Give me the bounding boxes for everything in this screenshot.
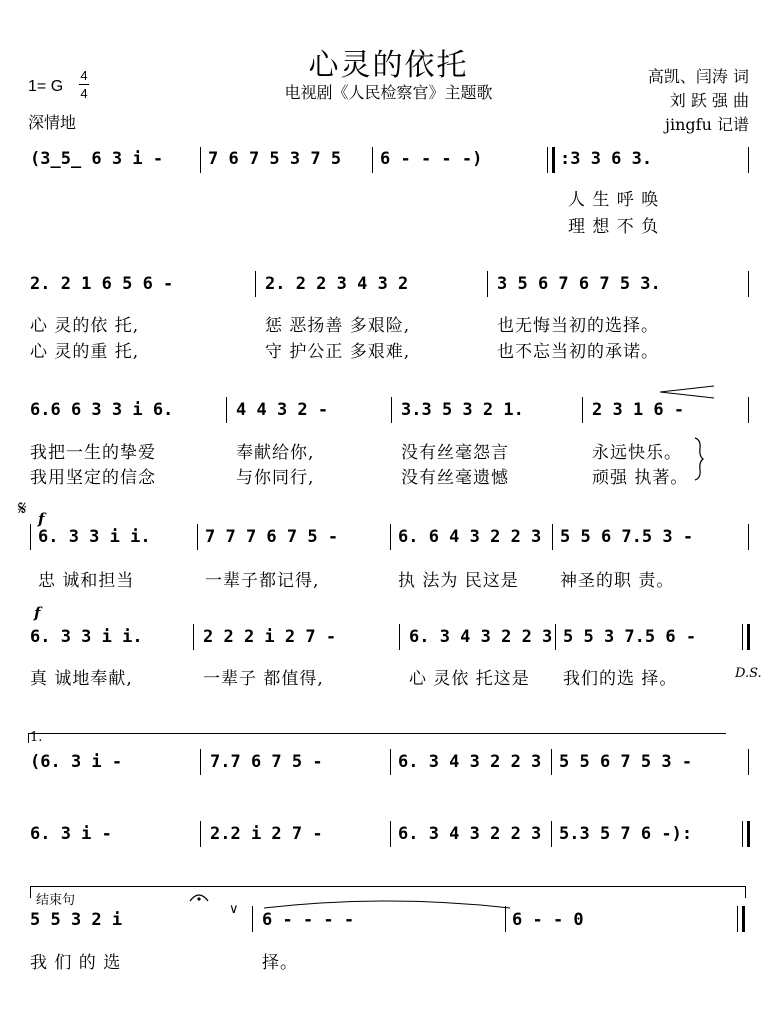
song-title: 心灵的依托 (308, 48, 469, 83)
lyric-line: 忠 诚和担当 (38, 571, 135, 591)
measure-notes: 6. 3 3 i i. (38, 527, 151, 547)
lyric-line: 择。 (262, 953, 298, 973)
measure-notes: 6. 3 4 3 2 2 3 (398, 752, 542, 772)
lyric-line: 我把一生的挚爱 (30, 443, 156, 463)
measure-notes: 4 4 3 2 - (236, 400, 329, 420)
measure-notes: 6. 3 3 i i. (30, 627, 143, 647)
lyric-line: 守 护公正 多艰难, (265, 342, 411, 362)
measure-notes: 6 - - - -) (380, 149, 483, 169)
lyric-line: 心 灵依 托这是 (409, 669, 530, 689)
measure-notes: 7.7 6 7 5 - (210, 752, 323, 772)
measure-notes: 5.3 5 7 6 -): (559, 824, 693, 844)
measure-notes: 3 5 6 7 6 7 5 3. (497, 274, 661, 294)
transcriber-credit: jingfu 记谱 (665, 115, 749, 134)
measure-notes: (3̲5̲ 6 3 i - (30, 149, 164, 169)
tempo-marking: 深情地 (28, 113, 77, 132)
measure-notes: :3 3 6 3. (560, 149, 653, 169)
lyric-line: 我们的选 择。 (563, 669, 678, 689)
lyric-line: 心 灵的重 托, (30, 342, 140, 362)
lyric-line: 人 生 呼 唤 (568, 190, 660, 210)
lyric-line: 也无悔当初的选择。 (497, 316, 659, 336)
key-signature: 1= G (28, 78, 64, 95)
decrescendo-icon (660, 384, 716, 400)
measure-notes: 2. 2 1 6 5 6 - (30, 274, 174, 294)
measure-notes: (6. 3 i - (30, 752, 123, 772)
lyric-line: 一辈子都记得, (205, 571, 320, 591)
dynamic-marking: f (38, 510, 45, 528)
composer-credit: 刘 跃 强 曲 (669, 91, 749, 110)
measure-notes: 6 - - 0 (512, 910, 584, 930)
measure-notes: 7 7 7 6 7 5 - (205, 527, 339, 547)
meter-bottom: 4 (80, 86, 88, 101)
measure-notes: 6. 6 4 3 2 2 3 (398, 527, 542, 547)
dynamic-marking: f (34, 604, 41, 622)
measure-notes: 7 6 7 5 3 7 5 (208, 149, 342, 169)
lyric-line: 永远快乐。 (592, 443, 682, 463)
measure-notes: 5 5 6 7 5 3 - (559, 752, 693, 772)
fermata-icon (188, 889, 210, 903)
lyric-line: 真 诚地奉献, (30, 669, 133, 689)
measure-notes: 2. 2 2 3 4 3 2 (265, 274, 409, 294)
measure-notes: 5 5 3 7.5 6 - (563, 627, 697, 647)
measure-notes: 6. 3 i - (30, 824, 112, 844)
lyric-line: 心 灵的依 托, (30, 316, 140, 336)
breath-mark-icon: ∨ (229, 902, 239, 917)
lyric-line: 奉献给你, (236, 443, 315, 463)
measure-notes: 6. 3 4 3 2 2 3 (398, 824, 542, 844)
lyric-line: 没有丝毫怨言 (401, 443, 509, 463)
lyric-line: 惩 恶扬善 多艰险, (265, 316, 411, 336)
measure-notes: 2 3 1 6 - (592, 400, 685, 420)
volta-number: 1. (30, 730, 43, 745)
segno-icon: 𝄋 (18, 496, 27, 520)
dal-segno-marking: D.S. (735, 666, 762, 681)
measure-notes: 6 - - - - (262, 910, 355, 930)
song-subtitle: 电视剧《人民检察官》主题歌 (284, 83, 493, 102)
measure-notes: 5 5 3 2 i (30, 910, 123, 930)
brace-icon (693, 436, 705, 482)
meter-top: 4 (80, 68, 88, 83)
lyric-line: 一辈子 都值得, (203, 669, 324, 689)
measure-notes: 6.6 6 3 3 i 6. (30, 400, 174, 420)
lyric-line: 理 想 不 负 (568, 217, 660, 237)
measure-notes: 6. 3 4 3 2 2 3 (409, 627, 553, 647)
lyric-line: 也不忘当初的承诺。 (497, 342, 659, 362)
measure-notes: 2.2 i 2 7 - (210, 824, 323, 844)
lyric-line: 我用坚定的信念 (30, 468, 156, 488)
lyric-line: 顽强 执著。 (592, 468, 689, 488)
measure-notes: 3.3 5 3 2 1. (401, 400, 524, 420)
lyricist-credit: 高凯、闫涛 词 (647, 67, 749, 86)
measure-notes: 5 5 6 7.5 3 - (560, 527, 694, 547)
lyric-line: 我 们 的 选 (30, 953, 122, 973)
lyric-line: 没有丝毫遗憾 (401, 468, 509, 488)
measure-notes: 2 2 2 i 2 7 - (203, 627, 337, 647)
time-signature (79, 68, 89, 101)
tie-icon (262, 898, 512, 910)
lyric-line: 神圣的职 责。 (560, 571, 675, 591)
ending-label: 结束句 (36, 893, 76, 908)
lyric-line: 与你同行, (236, 468, 315, 488)
lyric-line: 执 法为 民这是 (398, 571, 519, 591)
